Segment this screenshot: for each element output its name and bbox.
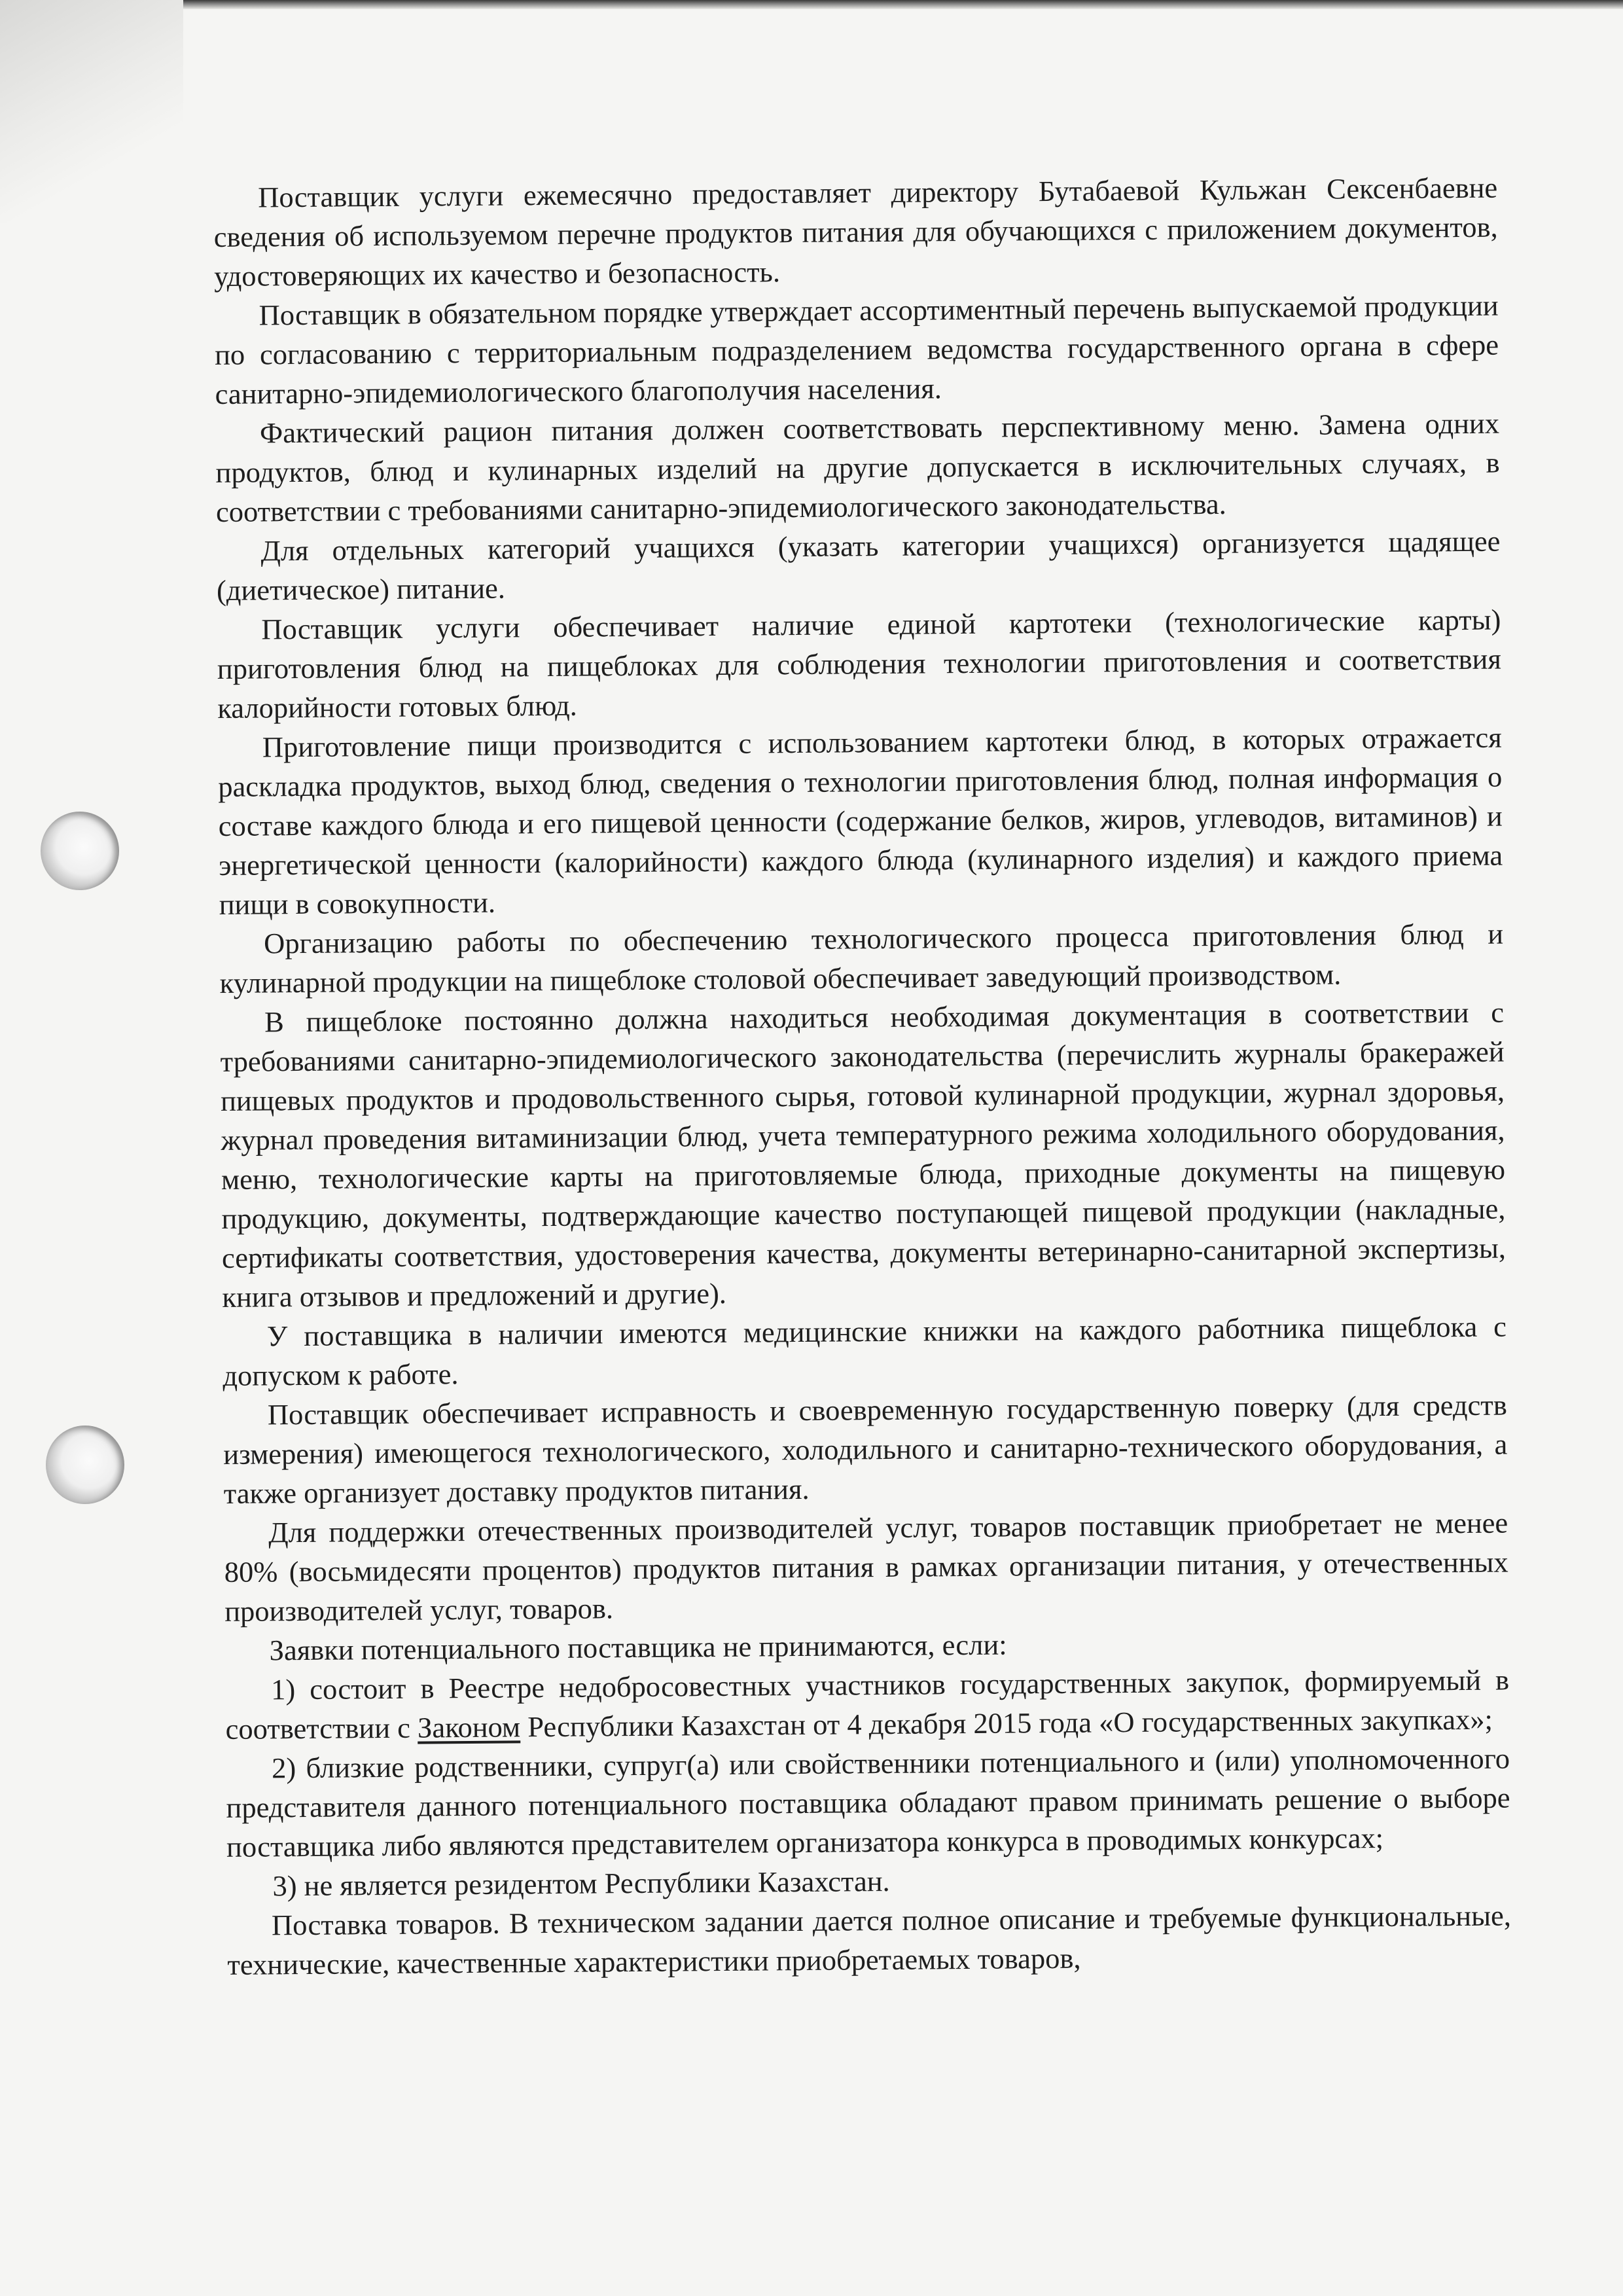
punch-hole-lower	[46, 1426, 124, 1504]
list-item-registry	[225, 1660, 1510, 1749]
paragraph-domestic-producers: Для поддержки отечественных производителей услуг, товаров поставщик приобретает не менее 80% (восьмидесяти процентов) продуктов питания в рамках организации питания, у отечественных производителей услуг, товаров.	[224, 1506, 1508, 1628]
paragraph-recipe-cards: Поставщик услуги обеспечивает наличие единой картотеки (технологические карты) приготовления блюд на пищеблоках для соблюдения технологии приготовления и соответствия калорийности готовых блюд.	[217, 603, 1502, 725]
law-link[interactable]: Законом	[417, 1710, 521, 1744]
paragraph-goods-delivery: Поставка товаров. В техническом задании дается полное описание и требуемые функциональные, технические, качественные характеристики приобретаемых товаров,	[227, 1899, 1512, 1981]
list-item-non-resident: 3) не является резидентом Республики Казахстан.	[272, 1864, 890, 1903]
paragraph-equipment-verification: Поставщик обеспечивает исправность и своевременную государственную поверку (для средств измерения) имеющегося технологического, холодильного и санитарно-технического оборудования, а также организует доставку продуктов питания.	[223, 1388, 1508, 1510]
paragraph-assortment-approval: Поставщик в обязательном порядке утверждает ассортиментный перечень выпускаемой продукции по согласованию с территориальным подразделением ведомства государственного органа в сфере санитарно-эпидемиологического благополучия населения.	[214, 289, 1499, 410]
punch-hole-upper	[41, 812, 119, 890]
paragraph-rejection-conditions: Заявки потенциального поставщика не принимаются, если:	[269, 1628, 1007, 1667]
paragraph-diet-nutrition: Для отдельных категорий учащихся (указать категории учащихся) организуется щадящее (диетическое) питание.	[216, 524, 1501, 607]
paragraph-medical-books: У поставщика в наличии имеются медицинские книжки на каждого работника пищеблока с допуском к работе.	[223, 1310, 1507, 1392]
document-body	[213, 168, 1512, 1984]
paragraph-supplier-reports: Поставщик услуги ежемесячно предоставляет директору Бутабаевой Кульжан Сексенбаевне сведения об используемом перечне продуктов питания для обучающихся с приложением документов, удостоверяющих их качество и безопасность.	[213, 171, 1498, 293]
scan-top-edge	[0, 0, 1623, 9]
list-item-registry-text-before: 1) состоит в Реестре недобросовестных участников государственных закупок, формируемый в соответствии с	[225, 1663, 1510, 1746]
list-item-registry-text-after: Республики Казахстан от 4 декабря 2015 года «О государственных закупках»;	[520, 1702, 1493, 1744]
page-fold-shadow	[0, 0, 183, 223]
paragraph-production-manager: Организацию работы по обеспечению технологического процесса приготовления блюд и кулинарной продукции на пищеблоке столовой обеспечивает заведующий производством.	[219, 917, 1504, 999]
paragraph-actual-ration: Фактический рацион питания должен соответствовать перспективному меню. Замена одних продуктов, блюд и кулинарных изделий на другие допускается в исключительных случаях, в соответствии с требованиями санитарно-эпидемиологического законодательства.	[215, 406, 1500, 528]
paragraph-food-preparation: Приготовление пищи производится с использованием картотеки блюд, в которых отражается раскладка продуктов, выход блюд, сведения о технологии приготовления блюд, полная информация о составе каждого блюда и его пищевой ценности (содержание белков, жиров, углеводов, витаминов) и энергетической ценности (калорийности) каждого блюда (кулинарного изделия) и каждого приема пищи в совокупности.	[218, 721, 1503, 921]
paragraph-documentation: В пищеблоке постоянно должна находиться необходимая документация в соответствии с требованиями санитарно-эпидемиологического законодательства (перечислить журналы бракеражей пищевых продуктов и продовольственного сырья, готовой кулинарной продукции, журнал здоровья, журнал проведения витаминизации блюд, учета температурного режима холодильного оборудования, меню, технологические карты на приготовляемые блюда, приходные документы на пищевую продукцию, документы, подтверждающие качество поступающей пищевой продукции (накладные, сертификаты соответствия, удостоверения качества, документы ветеринарно-санитарной экспертизы, книга отзывов и предложений и другие).	[220, 996, 1507, 1314]
list-item-relatives: 2) близкие родственники, супруг(а) или свойственники потенциального и (или) уполномоченного представителя данного потенциального поставщика обладают правом принимать решение о выборе поставщика либо являются представителем организатора конкурса в проводимых конкурсах;	[226, 1742, 1510, 1863]
